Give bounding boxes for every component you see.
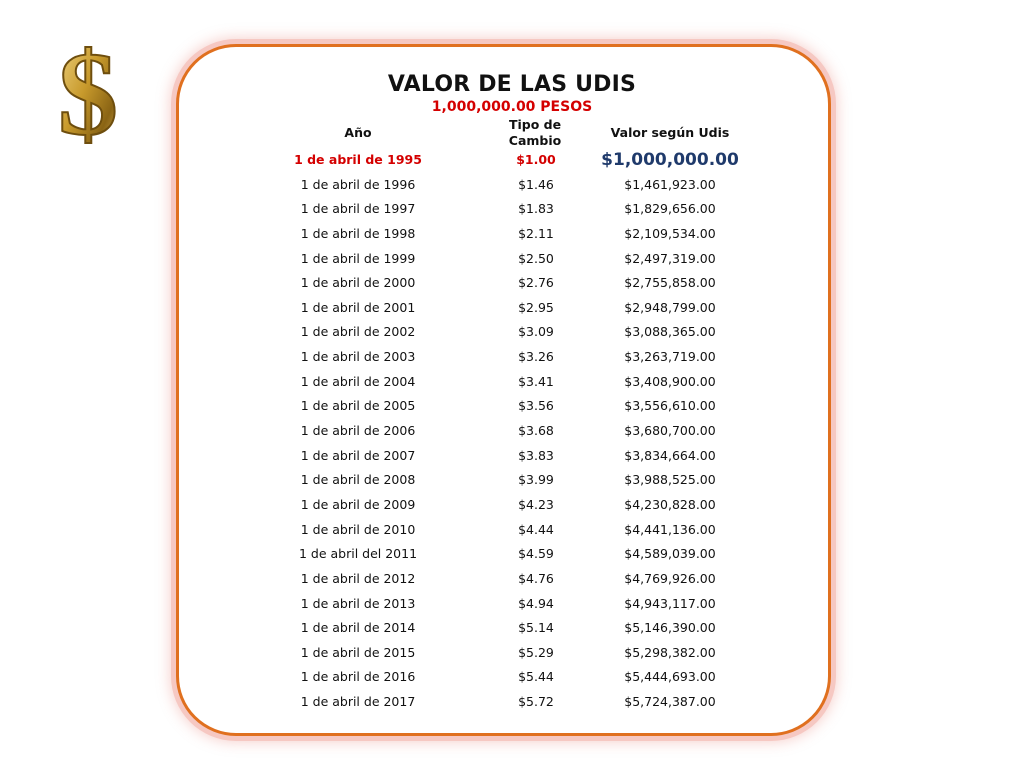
- value-cell: $3,680,700.00: [624, 423, 716, 439]
- table-row: [0, 641, 1024, 666]
- rate-cell: $2.50: [518, 250, 554, 266]
- value-cell: $2,755,858.00: [624, 275, 716, 291]
- rate-cell: $3.83: [518, 447, 554, 463]
- table-row: [0, 271, 1024, 296]
- year-cell: 1 de abril de 2008: [300, 472, 416, 488]
- rate-cell: $4.76: [518, 570, 554, 586]
- year-cell: 1 de abril de 1998: [300, 225, 416, 241]
- table-row: [0, 468, 1024, 493]
- year-cell: 1 de abril del 2011: [298, 546, 418, 562]
- value-cell: $4,943,117.00: [624, 595, 716, 611]
- year-cell: 1 de abril de 2001: [300, 299, 416, 315]
- rate-cell: $1.00: [516, 152, 556, 167]
- year-cell: 1 de abril de 1996: [300, 176, 416, 192]
- table-row: [0, 370, 1024, 395]
- rate-cell: $3.99: [518, 472, 554, 488]
- value-cell: $5,444,693.00: [624, 669, 716, 685]
- rate-cell: $3.26: [518, 349, 554, 365]
- value-cell: $1,461,923.00: [624, 176, 716, 192]
- table-row: [0, 173, 1024, 198]
- table-row: [0, 394, 1024, 419]
- column-header-rate-line2: Cambio: [508, 133, 562, 148]
- table-row: [0, 148, 1024, 173]
- year-cell: 1 de abril de 2016: [300, 669, 416, 685]
- value-cell: $3,263,719.00: [624, 349, 716, 365]
- rate-cell: $3.09: [518, 324, 554, 340]
- table-row: [0, 345, 1024, 370]
- value-cell: $4,769,926.00: [624, 570, 716, 586]
- value-cell: $4,589,039.00: [624, 546, 716, 562]
- rate-cell: $3.56: [518, 398, 554, 414]
- year-cell: 1 de abril de 2004: [300, 373, 416, 389]
- year-cell: 1 de abril de 2000: [300, 275, 416, 291]
- rate-cell: $2.76: [518, 275, 554, 291]
- table-row: [0, 493, 1024, 518]
- year-cell: 1 de abril de 2015: [300, 644, 416, 660]
- page-subtitle: 1,000,000.00 PESOS: [431, 99, 593, 115]
- column-header-year: Año: [344, 125, 372, 140]
- table-row: [0, 518, 1024, 543]
- year-cell: 1 de abril de 1995: [294, 152, 422, 167]
- rate-cell: $4.94: [518, 595, 554, 611]
- value-cell: $2,497,319.00: [624, 250, 716, 266]
- rate-cell: $3.41: [518, 373, 554, 389]
- table-row: [0, 542, 1024, 567]
- value-cell: $5,146,390.00: [624, 620, 716, 636]
- table-row: [0, 296, 1024, 321]
- table-row: [0, 616, 1024, 641]
- column-header-rate-line1: Tipo de: [508, 117, 562, 132]
- value-cell: $2,948,799.00: [624, 299, 716, 315]
- year-cell: 1 de abril de 1999: [300, 250, 416, 266]
- table-row: [0, 197, 1024, 222]
- table-row: [0, 247, 1024, 272]
- rate-cell: $5.44: [518, 669, 554, 685]
- udis-table: [0, 148, 1024, 715]
- rate-cell: $5.72: [518, 694, 554, 710]
- value-cell: $3,988,525.00: [624, 472, 716, 488]
- value-cell: $4,441,136.00: [624, 521, 716, 537]
- year-cell: 1 de abril de 2007: [300, 447, 416, 463]
- year-cell: 1 de abril de 2017: [300, 694, 416, 710]
- value-cell: $1,829,656.00: [624, 201, 716, 217]
- year-cell: 1 de abril de 2010: [300, 521, 416, 537]
- year-cell: 1 de abril de 2006: [300, 423, 416, 439]
- value-cell: $3,834,664.00: [624, 447, 716, 463]
- page-title: VALOR DE LAS UDIS: [387, 72, 637, 97]
- value-cell: $2,109,534.00: [624, 225, 716, 241]
- value-cell: $5,724,387.00: [624, 694, 716, 710]
- table-row: [0, 320, 1024, 345]
- svg-text:$: $: [58, 27, 118, 148]
- value-cell: $4,230,828.00: [624, 496, 716, 512]
- table-row: [0, 567, 1024, 592]
- year-cell: 1 de abril de 2005: [300, 398, 416, 414]
- table-row: [0, 222, 1024, 247]
- year-cell: 1 de abril de 2012: [300, 570, 416, 586]
- table-row: [0, 592, 1024, 617]
- year-cell: 1 de abril de 2002: [300, 324, 416, 340]
- rate-cell: $1.46: [518, 176, 554, 192]
- table-row: [0, 444, 1024, 469]
- rate-cell: $2.95: [518, 299, 554, 315]
- value-cell: $3,408,900.00: [624, 373, 716, 389]
- rate-cell: $4.59: [518, 546, 554, 562]
- rate-cell: $4.44: [518, 521, 554, 537]
- rate-cell: $5.29: [518, 644, 554, 660]
- rate-cell: $1.83: [518, 201, 554, 217]
- year-cell: 1 de abril de 1997: [300, 201, 416, 217]
- table-row: [0, 690, 1024, 715]
- value-cell: $5,298,382.00: [624, 644, 716, 660]
- rate-cell: $3.68: [518, 423, 554, 439]
- rate-cell: $5.14: [518, 620, 554, 636]
- rate-cell: $2.11: [518, 225, 554, 241]
- year-cell: 1 de abril de 2013: [300, 595, 416, 611]
- table-row: [0, 665, 1024, 690]
- year-cell: 1 de abril de 2003: [300, 349, 416, 365]
- rate-cell: $4.23: [518, 496, 554, 512]
- value-cell: $3,556,610.00: [624, 398, 716, 414]
- year-cell: 1 de abril de 2009: [300, 496, 416, 512]
- value-cell: $3,088,365.00: [624, 324, 716, 340]
- value-cell: $1,000,000.00: [601, 150, 739, 170]
- table-row: [0, 419, 1024, 444]
- column-header-value: Valor según Udis: [610, 125, 730, 140]
- year-cell: 1 de abril de 2014: [300, 620, 416, 636]
